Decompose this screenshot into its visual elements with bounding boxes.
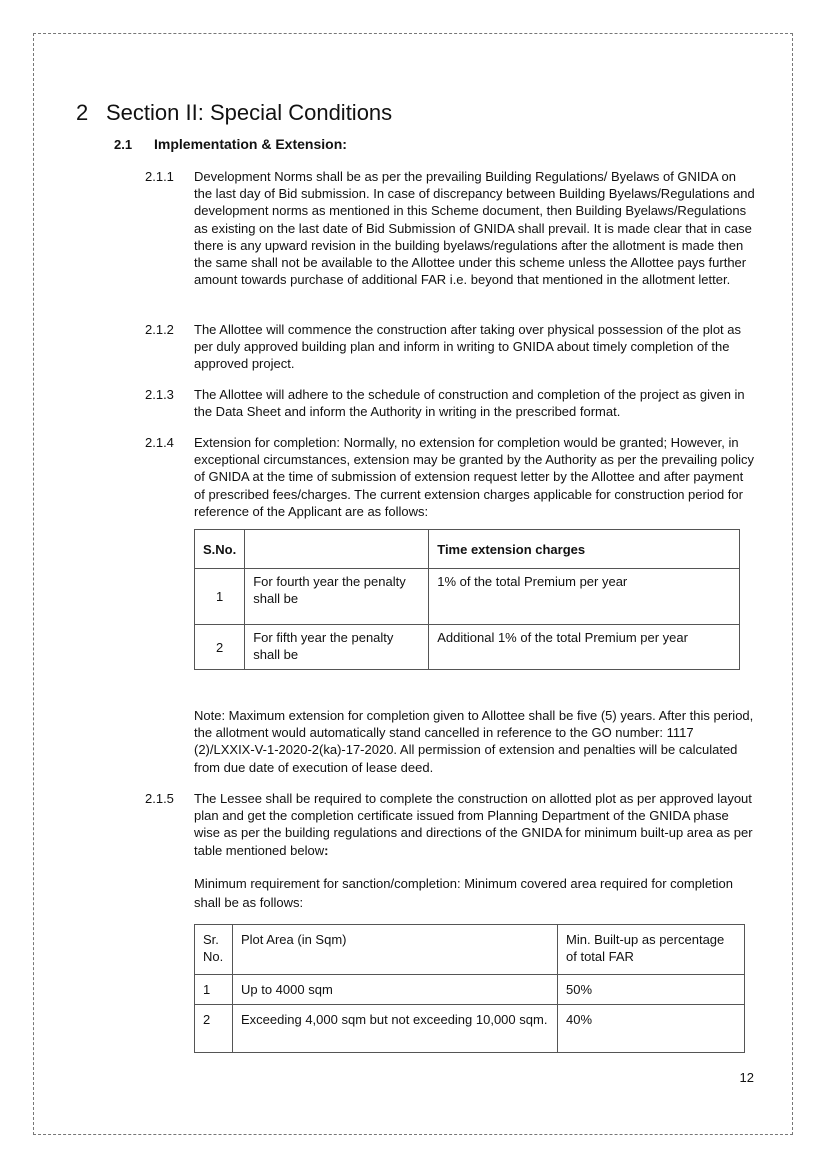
clause-number: 2.1.2 <box>145 322 174 337</box>
table-row <box>195 625 740 670</box>
table-cell: For fifth year the penalty shall be <box>245 625 429 670</box>
section-title: Section II: Special Conditions <box>106 100 393 125</box>
clause-text: The Allottee will adhere to the schedule of construction and completion of the project as given in the Data Sheet and inform the Authority in writing in the prescribed format. <box>194 387 745 420</box>
table-header-row <box>195 530 740 569</box>
clause-number: 2.1.4 <box>145 435 174 450</box>
clause-text-colon: : <box>324 842 329 858</box>
table-cell: Up to 4000 sqm <box>233 975 558 1005</box>
header-cell: Time extension charges <box>429 530 740 569</box>
extension-note: Note: Maximum extension for completion given to Allottee shall be five (5) years. After this period, the allotment would automatically stand cancelled in reference to the GO number: 1117 (2)/LXXIX-V-1-2020-2(ka)-17-2020. All permission of extension and penalties will be calculated from due date of execution of lease deed. <box>194 708 754 775</box>
table-cell: 1 <box>195 569 245 625</box>
clause-2-1-1 <box>145 168 755 288</box>
subsection-heading <box>114 136 347 152</box>
header-cell: Sr. No. <box>195 925 233 975</box>
clause-text <box>194 790 755 859</box>
header-cell <box>245 530 429 569</box>
header-cell: Min. Built-up as percentage of total FAR <box>558 925 745 975</box>
table-cell: 1 <box>195 975 233 1005</box>
table-cell: Exceeding 4,000 sqm but not exceeding 10,000 sqm. <box>233 1005 558 1053</box>
table-header-row <box>195 925 745 975</box>
clause-2-1-5 <box>145 790 755 859</box>
header-cell: Plot Area (in Sqm) <box>233 925 558 975</box>
table-cell: Additional 1% of the total Premium per year <box>429 625 740 670</box>
clause-number: 2.1.3 <box>145 387 174 402</box>
table-cell: 50% <box>558 975 745 1005</box>
clause-number: 2.1.1 <box>145 169 174 184</box>
min-requirement-text: Minimum requirement for sanction/completion: Minimum covered area required for completion shall be as follows: <box>194 876 734 910</box>
clause-2-1-4 <box>145 434 755 520</box>
subsection-title: Implementation & Extension: <box>154 136 347 152</box>
clause-text: The Allottee will commence the construction after taking over physical possession of the plot as per duly approved building plan and inform in writing to GNIDA about timely completion of the approved project. <box>194 322 742 372</box>
table-row <box>195 1005 745 1053</box>
clause-text: Extension for completion: Normally, no extension for completion would be granted; However, in exceptional circumstances, extension may be granted by the Authority as per the prevailing policy of GNIDA at the time of submission of extension request letter by the Allottee and after payment of prescribed fees/charges. The current extension charges applicable for construction period for reference of the Applicant are as follows: <box>194 435 755 519</box>
subsection-number: 2.1 <box>114 137 133 152</box>
header-cell: S.No. <box>195 530 245 569</box>
clause-text-body: The Lessee shall be required to complete the construction on allotted plot as per approved layout plan and get the completion certificate issued from Planning Department of the GNIDA phase wise as per the building regulations and directions of the GNIDA for minimum built-up area as per table mentioned below <box>194 791 753 858</box>
table-cell: 2 <box>195 625 245 670</box>
clause-2-1-2 <box>145 321 755 373</box>
table-cell: 1% of the total Premium per year <box>429 569 740 625</box>
table-cell: 2 <box>195 1005 233 1053</box>
table-row <box>195 569 740 625</box>
clause-number: 2.1.5 <box>145 791 174 806</box>
table-row <box>195 975 745 1005</box>
extension-charges-table <box>194 529 740 670</box>
table-cell: 40% <box>558 1005 745 1053</box>
clause-2-1-3 <box>145 386 755 420</box>
clause-text: Development Norms shall be as per the prevailing Building Regulations/ Byelaws of GNIDA on the last day of Bid submission. In case of discrepancy between Building Byelaws/Regulations and development norms as mentioned in this Scheme document, then Building Byelaws/Regulations as existing on the last date of Bid Submission of GNIDA shall prevail. It is made clear that in case there is any upward revision in the building byelaws/regulations after the allotment is made then the same shall not be available to the Allottee under this scheme unless the Allottee pays further amount towards purchase of additional FAR i.e. beyond that mentioned in the allotment letter. <box>194 169 755 288</box>
builtup-area-table <box>194 924 745 1053</box>
table-cell: For fourth year the penalty shall be <box>245 569 429 625</box>
section-heading <box>76 100 392 126</box>
section-number: 2 <box>76 100 89 125</box>
page-number: 12 <box>739 1070 754 1085</box>
